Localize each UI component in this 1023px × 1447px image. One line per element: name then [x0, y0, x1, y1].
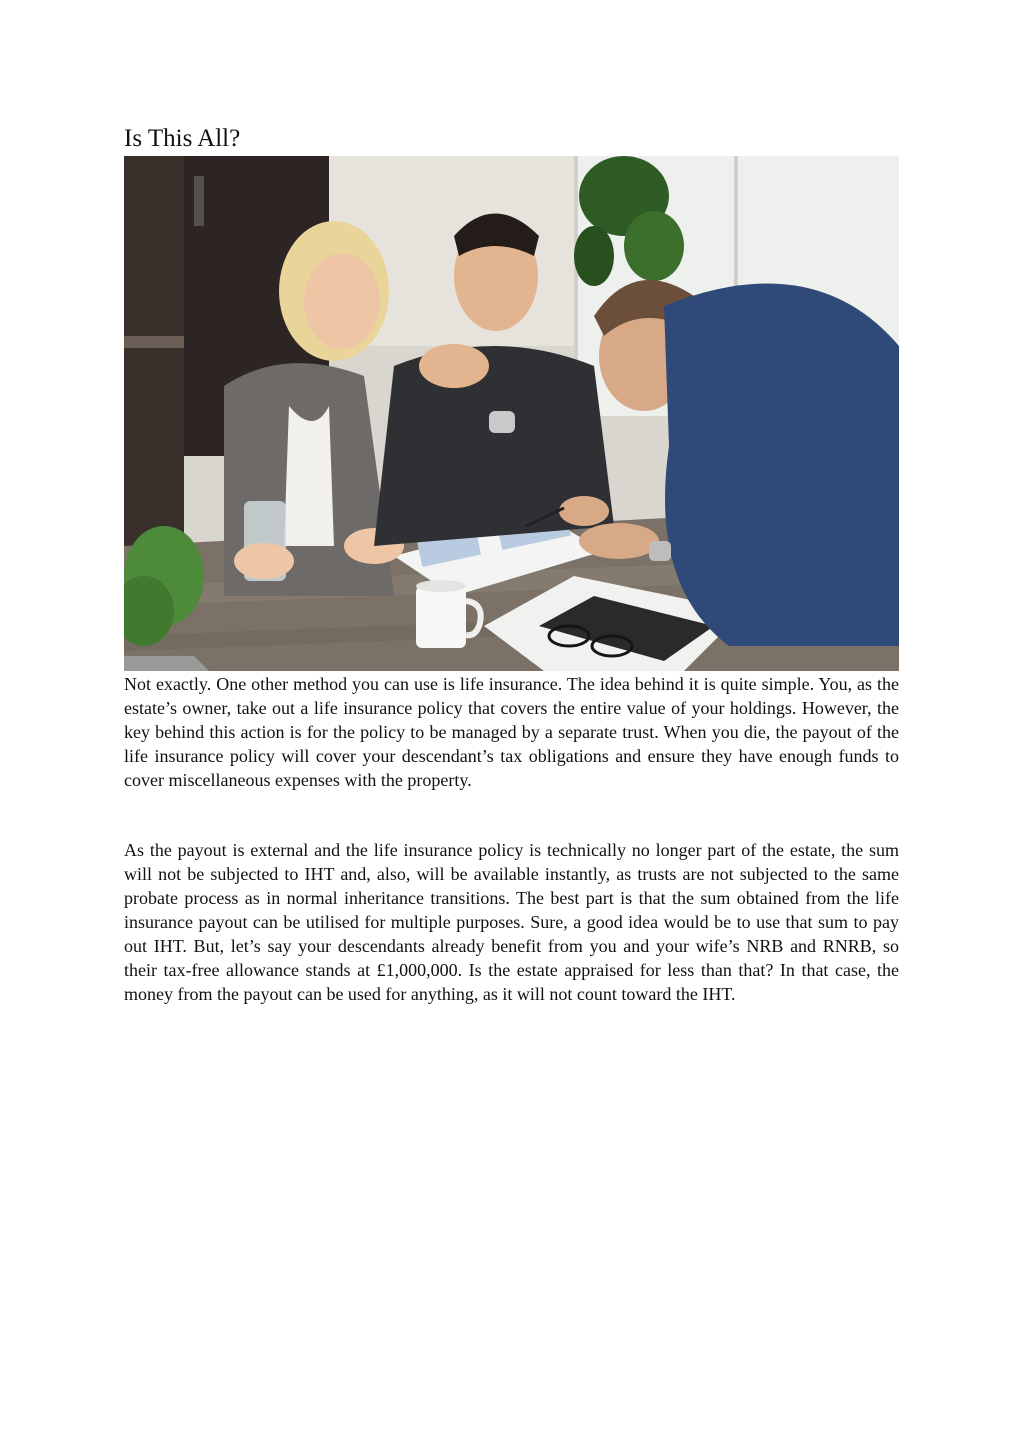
paragraph-1: Not exactly. One other method you can use is life insurance. The idea behind it is quite simple. You, as the estate’s owner, take out a life insurance policy that covers the entire value of your holdings. However, the key behind this action is for the policy to be managed by a separate trust. When you die, the payout of the life insurance policy will cover your descendant’s tax obligations and ensure they have enough funds to cover miscellaneous expenses with the property. — [124, 674, 899, 790]
paragraph-2: As the payout is external and the life insurance policy is technically no longer part of the estate, the sum will not be subjected to IHT and, also, will be available instantly, as trusts are not subjected to the same probate process as in normal inheritance transitions. The best part is that the sum obtained from the life insurance payout can be utilised for multiple purposes. Sure, a good idea would be to use that sum to pay out IHT. But, let’s say your descendants already benefit from you and your wife’s NRB and RNRB, so their tax-free allowance stands at £1,000,000. Is the estate appraised for less than that? In that case, the money from the payout can be used for anything, as it will not count toward the IHT. — [124, 840, 899, 1004]
meeting-photo — [124, 156, 899, 671]
section-heading: Is This All? — [124, 125, 241, 152]
